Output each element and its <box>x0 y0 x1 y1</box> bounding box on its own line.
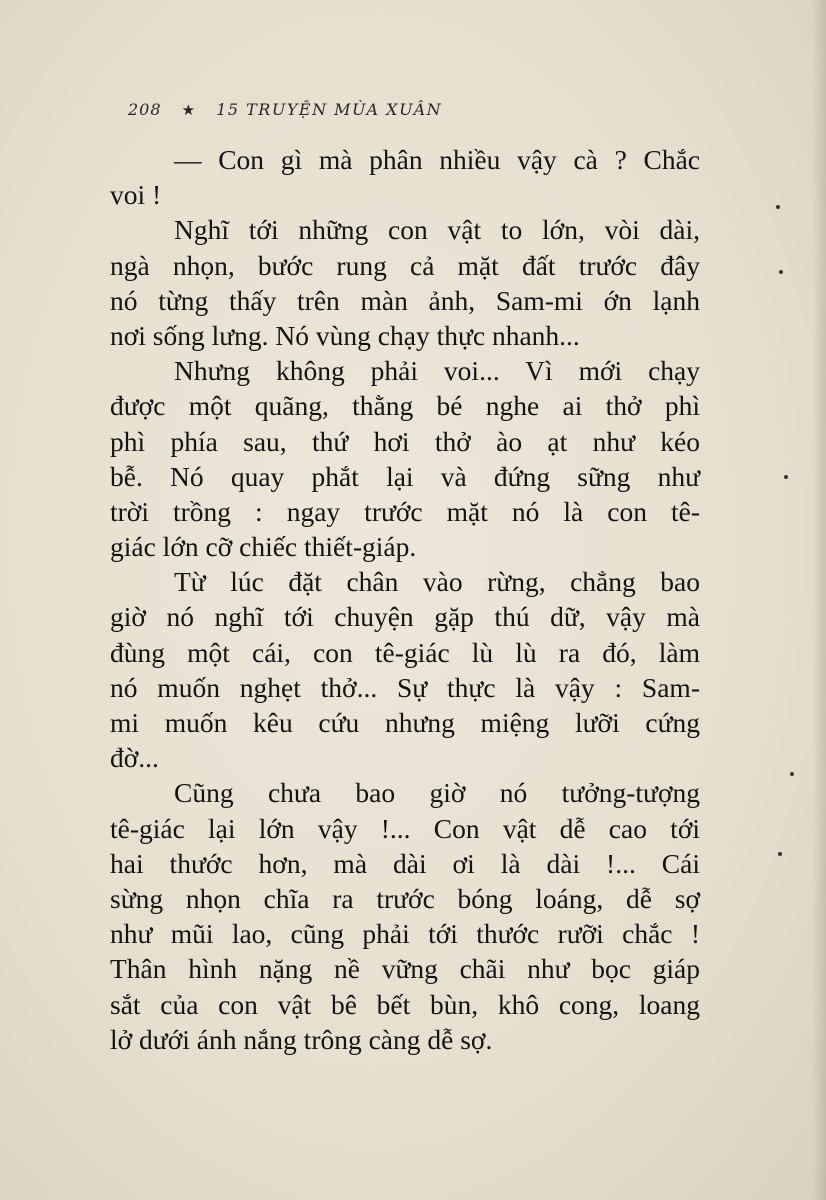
text-line: Từ lúc đặt chân vào rừng, chẳng bao <box>174 566 700 598</box>
text-line: giác lớn cỡ chiếc thiết-giáp. <box>110 531 417 563</box>
paper-speck <box>776 205 780 209</box>
text-line: bễ. Nó quay phắt lại và đứng sững như <box>110 460 700 492</box>
text-line: — Con gì mà phân nhiều vậy cà ? Chắc <box>174 144 700 175</box>
text-line: nó từng thấy trên màn ảnh, Sam-mi ớn lạnh <box>110 284 700 316</box>
text-line: ngà nhọn, bước rung cả mặt đất trước đây <box>110 249 700 281</box>
text-line: Nhưng không phải voi... Vì mới chạy <box>174 355 700 387</box>
text-line: được một quãng, thằng bé nghe ai thở phì <box>110 390 700 422</box>
text-line: Thân hình nặng nề vững chãi như bọc giáp <box>110 953 700 985</box>
text-line: trời trồng : ngay trước mặt nó là con tê- <box>110 495 700 527</box>
text-line: nơi sống lưng. Nó vùng chạy thực nhanh... <box>110 319 580 351</box>
text-line: voi ! <box>110 179 162 211</box>
text-line: đờ... <box>110 742 159 774</box>
text-line: Cũng chưa bao giờ nó tưởng-tượng <box>174 777 700 809</box>
body-text <box>110 142 700 1057</box>
text-line: sừng nhọn chĩa ra trước bóng loáng, dễ sợ <box>110 882 700 914</box>
text-line: như mũi lao, cũng phải tới thước rưỡi chắc ! <box>110 918 700 950</box>
book-title: 15 TRUYỆN MÙA XUÂN <box>216 100 443 119</box>
text-line: đùng một cái, con tê-giác lù lù ra đó, làm <box>110 636 700 668</box>
running-header <box>128 100 442 119</box>
star-ornament: ★ <box>181 101 197 119</box>
paper-speck <box>790 772 794 776</box>
page-number: 208 <box>128 100 162 119</box>
text-line: Nghĩ tới những con vật to lớn, vòi dài, <box>174 214 700 246</box>
paper-speck <box>778 852 782 856</box>
text-line: sắt của con vật bê bết bùn, khô cong, loang <box>110 988 700 1020</box>
paper-speck <box>784 475 788 479</box>
text-line: tê-giác lại lớn vậy !... Con vật dễ cao tới <box>110 812 700 844</box>
text-line: mi muốn kêu cứu nhưng miệng lưỡi cứng <box>110 707 700 738</box>
paper-speck <box>779 270 783 274</box>
text-line: lở dưới ánh nắng trông càng dễ sợ. <box>110 1023 493 1055</box>
text-line: giờ nó nghĩ tới chuyện gặp thú dữ, vậy mà <box>110 601 700 633</box>
page-edge-shadow <box>812 0 826 1200</box>
text-line: hai thước hơn, mà dài ơi là dài !... Cái <box>110 847 700 879</box>
text-line: phì phía sau, thứ hơi thở ào ạt như kéo <box>110 425 700 457</box>
text-line: nó muốn nghẹt thở... Sự thực là vậy : Sam- <box>110 671 700 703</box>
